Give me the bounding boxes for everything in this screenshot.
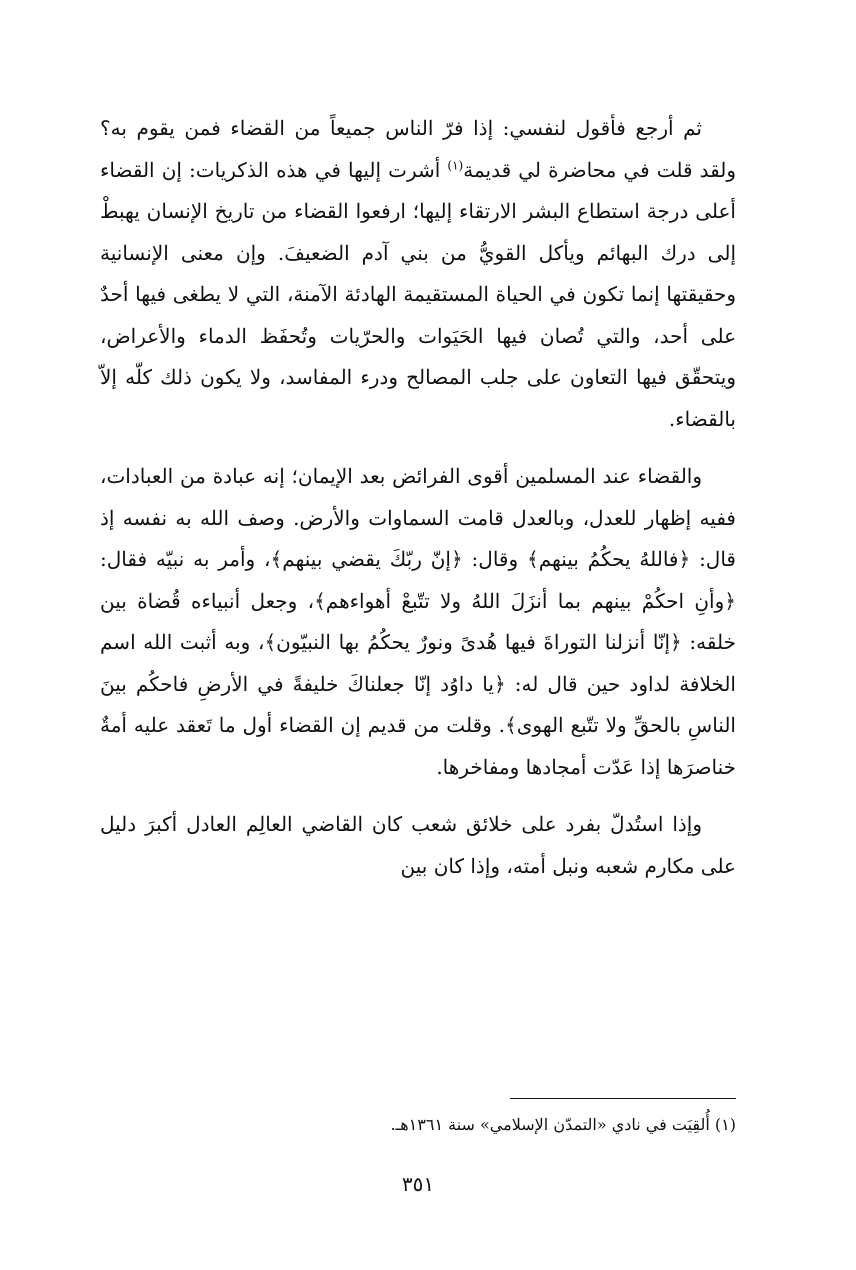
book-page bbox=[100, 108, 736, 1208]
page-number: ٣٥١ bbox=[401, 1172, 435, 1196]
footnote: (١) أُلقِيَت في نادي «التمدّن الإسلامي» سنة ١٣٦١هـ. bbox=[390, 1115, 736, 1134]
main-text bbox=[100, 108, 736, 887]
paragraph-3: وإذا استُدلّ بفرد على خلائق شعب كان القاضي العالِم العادل أكبرَ دليل على مكارم شعبه ونبل أمته، وإذا كان بين bbox=[100, 812, 736, 878]
paragraph-2: والقضاء عند المسلمين أقوى الفرائض بعد الإيمان؛ إنه عبادة من العبادات، ففيه إظهار للعدل، وبالعدل قامت السماوات والأرض. وصف الله به نفسه إذ قال: ﴿فاللهُ يحكُمُ بينهم﴾ وقال: ﴿إنّ ربّكَ يقضي بينهم﴾، وأمر به نبيّه فقال: ﴿وأنِ احكُمْ بينهم بما أنزَلَ اللهُ ولا تتّبعْ أهواءهم﴾، وجعل أنبياءه قُضاة بين خلقه: ﴿إنّا أنزلنا التوراةَ فيها هُدىً ونورٌ يحكُمُ بها النبيّون﴾، وبه أثبت الله اسم الخلافة لداود حين قال له: ﴿يا داوُد إنّا جعلناكَ خليفةً في الأرضِ فاحكُم بينَ الناسِ بالحقِّ ولا تتّبع الهوى﴾. وقلت من قديم إن القضاء أول ما تَعقد عليه أمةٌ خناصرَها إذا عَدّت أمجادها ومفاخرها. bbox=[100, 464, 736, 779]
footnote-reference: (١) bbox=[447, 157, 464, 172]
paragraph-1-end: أشرت إليها في هذه الذكريات: إن القضاء أعلى درجة استطاع البشر الارتقاء إليها؛ ارفعوا القضاء من تاريخ الإنسان يهبطْ إلى درك البهائم ويأكل القويُّ من بني آدم الضعيفَ. وإن معنى الإنسانية وحقيقتها إنما تكون في الحياة المستقيمة الهادئة الآمنة، التي لا يطغى فيها أحدٌ على أحد، والتي تُصان فيها الحَيَوات والحرّيات وتُحفَظ الدماء والأعراض، ويتحقّق فيها التعاون على جلب المصالح ودرء المفاسد، ولا يكون ذلك كلّه إلاّ بالقضاء. bbox=[100, 157, 736, 431]
footnote-divider bbox=[510, 1098, 736, 1099]
paragraph-1 bbox=[100, 108, 736, 440]
paragraph-1-start: ثم أرجع فأقول لنفسي: إذا فرّ الناس جميعاً من القضاء فمن يقوم به؟ ولقد قلت في محاضرة لي قديمة bbox=[100, 116, 737, 182]
